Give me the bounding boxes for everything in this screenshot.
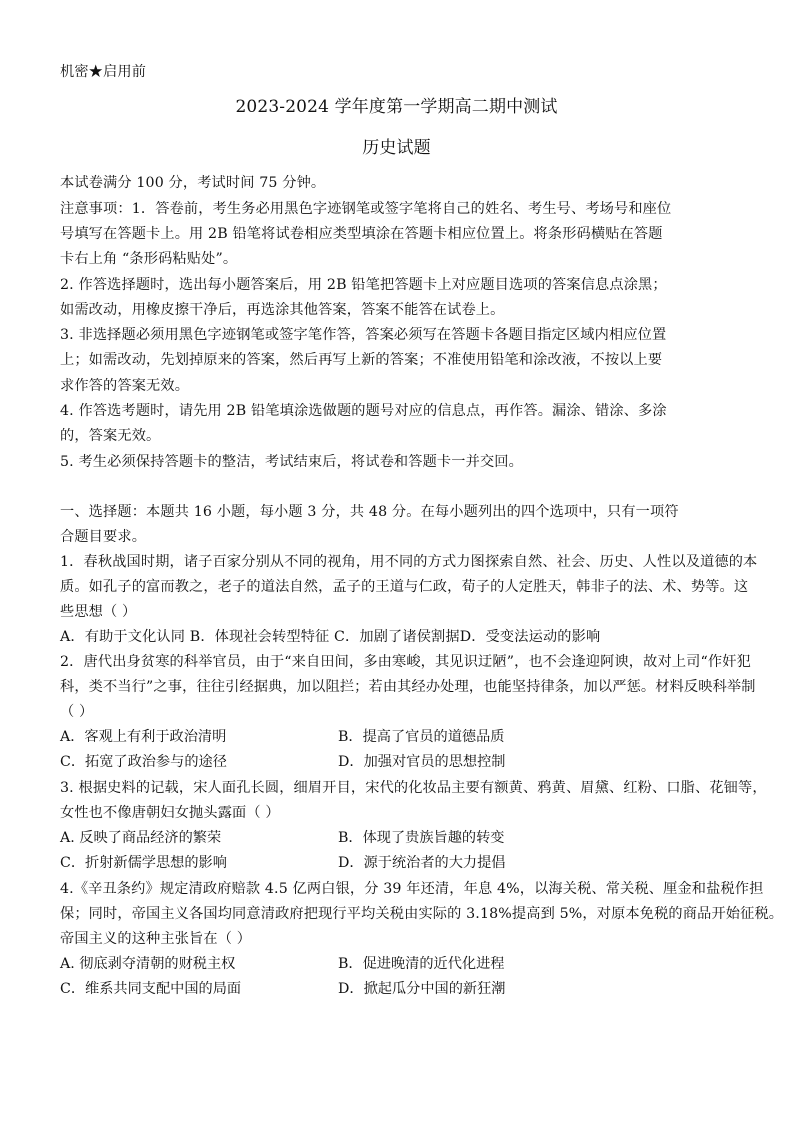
- option-b: B．提高了官员的道德品质: [338, 729, 505, 745]
- question-3-options-row: [60, 828, 750, 848]
- question-4-stem: 帝国主义的这种主张旨在（ ）: [60, 931, 252, 947]
- question-2-options-row: [60, 727, 750, 747]
- question-4-stem: 4.《辛丑条约》规定清政府赔款 4.5 亿两白银，分 39 年还清，年息 4%，以海关税、常关税、厘金和盐税作担: [60, 881, 764, 897]
- confidential-label: 机密★启用前: [60, 64, 147, 80]
- notes-line: 本试卷满分 100 分，考试时间 75 分钟。: [60, 175, 326, 191]
- notes-line: 注意事项：1．答卷前，考生务必用黑色字迹钢笔或签字笔将自己的姓名、考生号、考场号和座位: [60, 201, 672, 217]
- option-c: C．拓宽了政治参与的途径: [60, 754, 227, 770]
- option-d: D．掀起瓜分中国的新狂潮: [338, 981, 506, 997]
- notes-line: 号填写在答题卡上。用 2B 铅笔将试卷相应类型填涂在答题卡相应位置上。将条形码横贴在答题: [60, 226, 663, 242]
- question-1-stem: 质。如孔子的富而教之，老子的道法自然，孟子的王道与仁政，荀子的人定胜天，韩非子的法、术、势等。这: [60, 579, 749, 595]
- option-a: A．客观上有利于政治清明: [60, 729, 227, 745]
- question-4-options-row: [60, 954, 750, 974]
- option-a: A. 彻底剥夺清朝的财税主权: [60, 956, 236, 972]
- question-2-stem: 科，类不当行”之事，往往引经据典，加以阻拦；若由其经办处理，也能坚持律条，加以严惩。材料反映科举制: [60, 679, 756, 695]
- question-2-options-row: [60, 752, 750, 772]
- question-1-stem: 1．春秋战国时期，诸子百家分别从不同的视角，用不同的方式力图探索自然、社会、历史、人性以及道德的本: [60, 554, 758, 570]
- option-b: B．体现了贵族旨趣的转变: [338, 830, 505, 846]
- notes-line: 上；如需改动，先划掉原来的答案，然后再写上新的答案；不准使用铅笔和涂改液，不按以上要: [60, 352, 663, 368]
- question-3-stem: 女性也不像唐朝妇女抛头露面（ ）: [60, 805, 280, 821]
- option-c: C．维系共同支配中国的局面: [60, 981, 242, 997]
- question-2-stem: （ ）: [60, 704, 94, 720]
- notes-line: 2. 作答选择题时，选出每小题答案后，用 2B 铅笔把答题卡上对应题目选项的答案信息点涂黑；: [60, 277, 667, 293]
- question-4-stem: 保；同时，帝国主义各国均同意清政府把现行平均关税由实际的 3.18%提高到 5%，对原本免税的商品开始征税。: [60, 906, 784, 922]
- notes-line: 5. 考生必须保持答题卡的整洁，考试结束后，将试卷和答题卡一并交回。: [60, 454, 523, 470]
- question-3-options-row: [60, 853, 750, 873]
- question-2-stem: 2．唐代出身贫寒的科举官员，由于“来自田间，多由寒峻，其见识迂陋”，也不会逢迎阿谀，故对上司“作奸犯: [60, 654, 751, 670]
- section-heading: 一、选择题：本题共 16 小题，每小题 3 分，共 48 分。在每小题列出的四个选项中，只有一项符: [60, 504, 679, 520]
- question-1-options: A．有助于文化认同 B．体现社会转型特征 C．加剧了诸侯割据D．受变法运动的影响: [60, 629, 601, 645]
- question-3-stem: 3. 根据史料的记载，宋人面孔长圆，细眉开目，宋代的化妆品主要有额黄、鸦黄、眉黛、红粉、口脂、花钿等，: [60, 780, 767, 796]
- question-4-options-row: [60, 979, 750, 999]
- notes-line: 求作答的答案无效。: [60, 378, 190, 394]
- option-d: D．加强对官员的思想控制: [338, 754, 506, 770]
- exam-title: 2023-2024 学年度第一学期高二期中测试: [235, 97, 558, 117]
- option-c: C．折射新儒学思想的影响: [60, 855, 227, 871]
- subject-title: 历史试题: [362, 138, 431, 158]
- notes-line: 如需改动，用橡皮擦干净后，再选涂其他答案，答案不能答在试卷上。: [60, 302, 505, 318]
- section-heading: 合题目要求。: [60, 529, 147, 545]
- notes-line: 的，答案无效。: [60, 428, 161, 444]
- option-d: D．源于统治者的大力提倡: [338, 855, 506, 871]
- option-b: B．促进晚清的近代化进程: [338, 956, 505, 972]
- option-a: A. 反映了商品经济的繁荣: [60, 830, 222, 846]
- notes-line: 3. 非选择题必须用黑色字迹钢笔或签字笔作答，答案必须写在答题卡各题目指定区域内相应位置: [60, 327, 667, 343]
- question-1-stem: 些思想（ ）: [60, 604, 137, 620]
- notes-line: 卡右上角 “条形码粘贴处”。: [60, 251, 238, 267]
- notes-line: 4. 作答选考题时，请先用 2B 铅笔填涂选做题的题号对应的信息点，再作答。漏涂、错涂、多涂: [60, 403, 667, 419]
